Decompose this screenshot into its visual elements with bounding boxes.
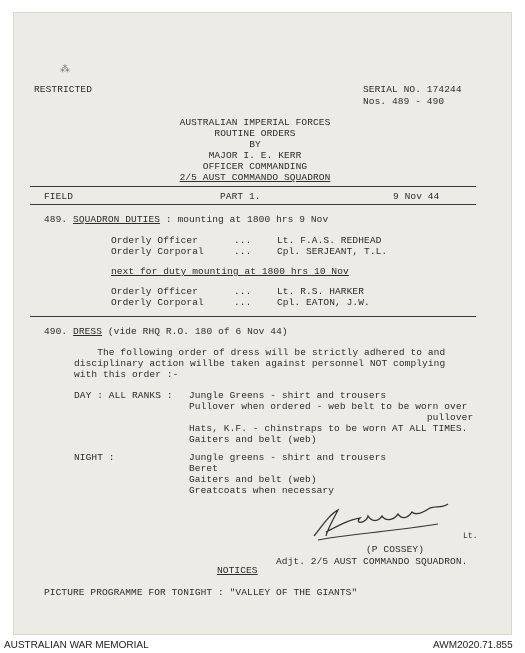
dress-paragraph-line: disciplinary action willbe taken against personnel NOT complying (74, 358, 446, 369)
title-line-6: 2/5 AUST COMMANDO SQUADRON (179, 172, 331, 183)
handwritten-signature (308, 496, 458, 544)
duty-name: Lt. R.S. HARKER (277, 286, 365, 297)
item-489-number: 489. (44, 214, 68, 225)
next-duty-heading: next for duty mounting at 1800 hrs 10 Nov (111, 266, 349, 277)
night-dress-line: Gaiters and belt (web) (189, 474, 317, 485)
divider-part (30, 204, 476, 205)
duty-name: Cpl. SERJEANT, T.L. (277, 246, 388, 257)
order-date: 9 Nov 44 (393, 191, 440, 202)
item-490-number: 490. (44, 326, 68, 337)
notice-line: PICTURE PROGRAMME FOR TONIGHT : "VALLEY OF THE GIANTS" (44, 587, 358, 598)
duty-role: Orderly Officer (111, 235, 199, 246)
title-line-5: OFFICER COMMANDING (202, 161, 308, 172)
day-dress-line: Gaiters and belt (web) (189, 434, 317, 445)
duty-dots: ... (234, 246, 252, 257)
notices-heading: NOTICES (217, 565, 258, 576)
serial-number: SERIAL NO. 174244 (363, 84, 462, 95)
duty-dots: ... (234, 235, 252, 246)
item-490-title: DRESS (73, 326, 103, 337)
order-numbers: Nos. 489 - 490 (363, 96, 445, 107)
item-489-heading (44, 214, 328, 225)
day-label: DAY : ALL RANKS : (74, 390, 173, 401)
night-dress-line: Beret (189, 463, 219, 474)
item-489-title: SQUADRON DUTIES (73, 214, 161, 225)
item-490-subtitle: (vide RHQ R.O. 180 of 6 Nov 44) (102, 326, 288, 337)
duty-dots: ... (234, 286, 252, 297)
dress-paragraph-line: The following order of dress will be strictly adhered to and (74, 347, 446, 358)
title-line-3: BY (249, 139, 261, 150)
footer-accession-number: AWM2020.71.855 (433, 640, 513, 651)
duty-role: Orderly Corporal (111, 297, 204, 308)
duty-role: Orderly Corporal (111, 246, 204, 257)
footer-institution: AUSTRALIAN WAR MEMORIAL (4, 640, 149, 651)
night-dress-line: Greatcoats when necessary (189, 485, 335, 496)
day-dress-line: pullover (189, 412, 474, 423)
paper-mark: ⁂ (60, 65, 70, 76)
day-dress-line: Jungle Greens - shirt and trousers (189, 390, 387, 401)
day-dress-line: Hats, K.F. - chinstraps to be worn AT ALL TIMES. (189, 423, 468, 434)
day-dress-line: Pullover when ordered - web belt to be worn over (189, 401, 468, 412)
title-line-4: MAJOR I. E. KERR (208, 150, 302, 161)
divider-top (30, 186, 476, 187)
signatory-title: Adjt. 2/5 AUST COMMANDO SQUADRON. (276, 556, 468, 567)
restricted-label: RESTRICTED (34, 84, 93, 95)
signature-rank: Lt. (463, 532, 478, 541)
divider-items (30, 316, 476, 317)
night-label: NIGHT : (74, 452, 115, 463)
duty-dots: ... (234, 297, 252, 308)
title-line-1: AUSTRALIAN IMPERIAL FORCES (179, 117, 331, 128)
title-line-2: ROUTINE ORDERS (214, 128, 296, 139)
dress-paragraph-line: with this order :- (74, 369, 179, 380)
signatory-name: (P COSSEY) (366, 544, 425, 555)
field-label: FIELD (44, 191, 74, 202)
item-489-subtitle: : mounting at 1800 hrs 9 Nov (160, 214, 329, 225)
night-dress-line: Jungle greens - shirt and trousers (189, 452, 387, 463)
duty-name: Lt. F.A.S. REDHEAD (277, 235, 382, 246)
item-490-heading (44, 326, 288, 337)
duty-role: Orderly Officer (111, 286, 199, 297)
duty-name: Cpl. EATON, J.W. (277, 297, 370, 308)
part-label: PART 1. (220, 191, 261, 202)
